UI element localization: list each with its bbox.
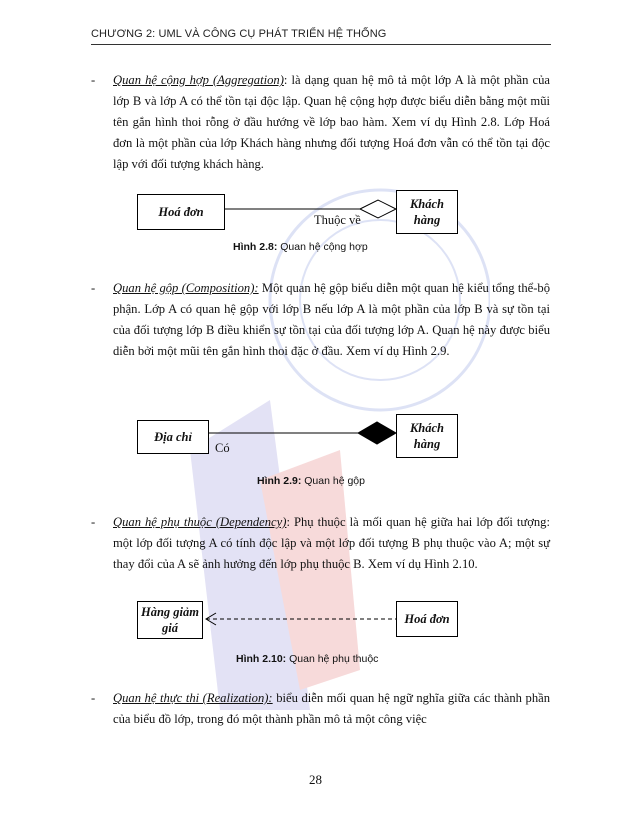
chapter-header: CHƯƠNG 2: UML VÀ CÔNG CỤ PHÁT TRIỂN HỆ THỐNG [91, 28, 551, 45]
class-box-khach-hang: Khách hàng [396, 190, 458, 234]
term-realization: Quan hệ thực thi (Realization): [113, 691, 273, 705]
caption-text: Quan hệ cộng hợp [277, 241, 368, 253]
bullet: - [91, 281, 96, 295]
paragraph-text: : là dạng quan hệ mô tả một lớp A là một phần của lớp B và lớp A có thể tồn tại độc lập. Quan hệ cộng hợp được biểu diễn bằng một mũi tên gắn hình thoi rỗng ở đầu hướng về lớp bao hàm. Xem ví dụ Hình 2.8. Lớp Hoá đơn là một phần của lớp Khách hàng nhưng đối tượng Hoá đơn vẫn có thể tồn tại độc lập với đối tượng khách hàng. [113, 73, 550, 171]
caption-number: Hình 2.10: [236, 653, 287, 665]
class-box-hoa-don: Hoá đơn [396, 601, 458, 637]
bullet: - [91, 515, 96, 529]
caption-text: Quan hệ gộp [301, 475, 365, 487]
class-box-dia-chi: Địa chỉ [137, 420, 209, 454]
term-composition: Quan hệ gộp (Composition): [113, 281, 259, 295]
bullet: - [91, 73, 96, 87]
edge-label-thuoc-ve: Thuộc về [314, 213, 361, 227]
class-box-khach-hang: Khách hàng [396, 414, 458, 458]
caption-number: Hình 2.8: [233, 241, 278, 253]
paragraph-realization [91, 688, 551, 730]
caption-text: Quan hệ phụ thuộc [286, 653, 379, 665]
paragraph-text: Một quan hệ gộp biểu diễn một quan hệ kiểu tổng thể-bộ phận. Lớp A có quan hệ gộp với lớp B nếu lớp A là một phần của lớp B và sự tồn tại của đối tượng lớp B điều khiển sự tồn tại của đối tượng lớp A. Quan hệ này được biểu diễn bởi một mũi tên gắn hình thoi đặc ở đầu. Xem ví dụ Hình 2.9. [113, 281, 551, 358]
page-number: 28 [309, 772, 322, 787]
class-box-hang-giam-gia: Hàng giảm giá [137, 601, 203, 639]
caption-number: Hình 2.9: [257, 475, 302, 487]
figure-caption-2-10 [236, 653, 378, 665]
edge-label-co: Có [215, 441, 230, 455]
bullet: - [91, 691, 96, 705]
class-box-hoa-don: Hoá đơn [137, 194, 225, 230]
paragraph-text: : Phụ thuộc là mối quan hệ giữa hai lớp đối tượng: một lớp đối tượng A có tính độc lập và một lớp đối tượng B phụ thuộc vào A; một sự thay đổi của A sẽ ảnh hưởng đến lớp phụ thuộc B. Xem ví dụ Hình 2.10. [113, 515, 550, 571]
term-aggregation: Quan hệ cộng hợp (Aggregation) [113, 73, 284, 87]
paragraph-text: biểu diễn mối quan hệ ngữ nghĩa giữa các thành phần của biểu đồ lớp, trong đó một thành phần mô tả một công việc [113, 691, 551, 726]
term-dependency: Quan hệ phụ thuộc (Dependency) [113, 515, 287, 529]
